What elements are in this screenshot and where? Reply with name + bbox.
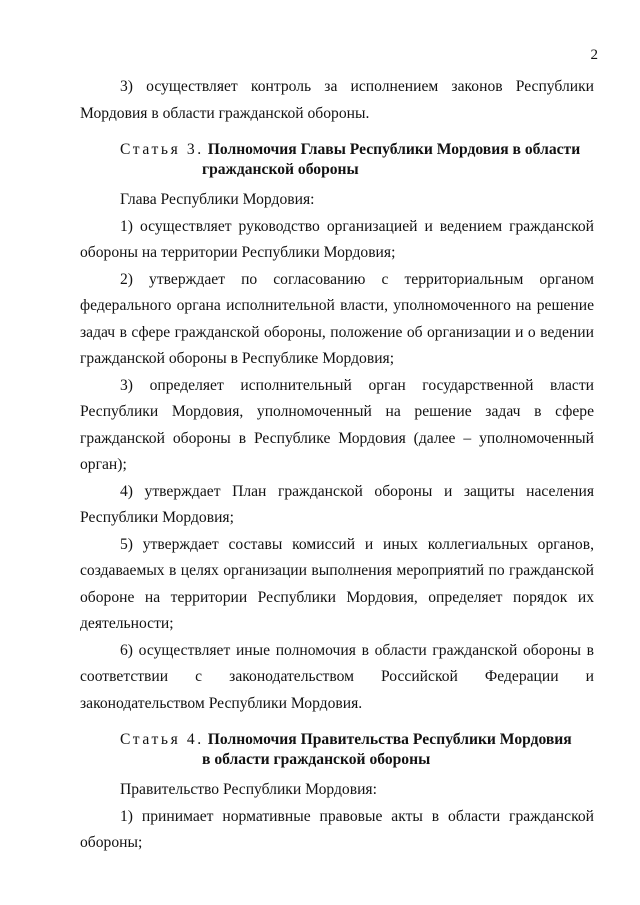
article-4-lead: Правительство Республики Мордовия: [120,781,377,798]
document-body [80,74,594,857]
article-3-title-line2: гражданской обороны [202,161,359,178]
article-3-title-line1: Полномочия Главы Республики Мордовия в области [207,141,581,158]
article-3-item-1: 1) осуществляет руководство организацией и ведением гражданской обороны на территории Республики Мордовия; [80,217,594,261]
article-3-item-4: 4) утверждает План гражданской обороны и защиты населения Республики Мордовия; [80,482,594,526]
article-4-label: Статья 4. [120,731,204,748]
paragraph-item-3-control: 3) осуществляет контроль за исполнением законов Республики Мордовия в области гражданской обороны. [80,78,594,122]
article-3-lead: Глава Республики Мордовия: [120,191,315,208]
article-3-item-5: 5) утверждает составы комиссий и иных коллегиальных органов, создаваемых в целях организации выполнения мероприятий по гражданской обороне на территории Республики Мордовия, определяет порядок их деятельности; [80,535,594,632]
article-3-item-2: 2) утверждает по согласованию с территориальным органом федерального органа исполнительной власти, уполномоченного на решение задач в сфере гражданской обороны, положение об организации и о ведении гражданской обороны в Республике Мордовия; [80,270,594,367]
article-3-heading [80,140,594,180]
article-4-title-line2: в области гражданской обороны [202,751,431,768]
article-4-title-line1: Полномочия Правительства Республики Мордовия [207,731,572,748]
article-3-item-6: 6) осуществляет иные полномочия в области гражданской обороны в соответствии с законодательством Российской Федерации и законодательством Республики Мордовия. [80,641,594,712]
article-3-label: Статья 3. [120,141,204,158]
page-number: 2 [590,47,598,63]
article-4-item-1: 1) принимает нормативные правовые акты в области гражданской обороны; [80,807,594,851]
article-4-heading [80,730,594,770]
article-3-item-3: 3) определяет исполнительный орган государственной власти Республики Мордовия, уполномоченный на решение задач в сфере гражданской обороны в Республике Мордовия (далее – уполномоченный орган); [80,376,594,473]
